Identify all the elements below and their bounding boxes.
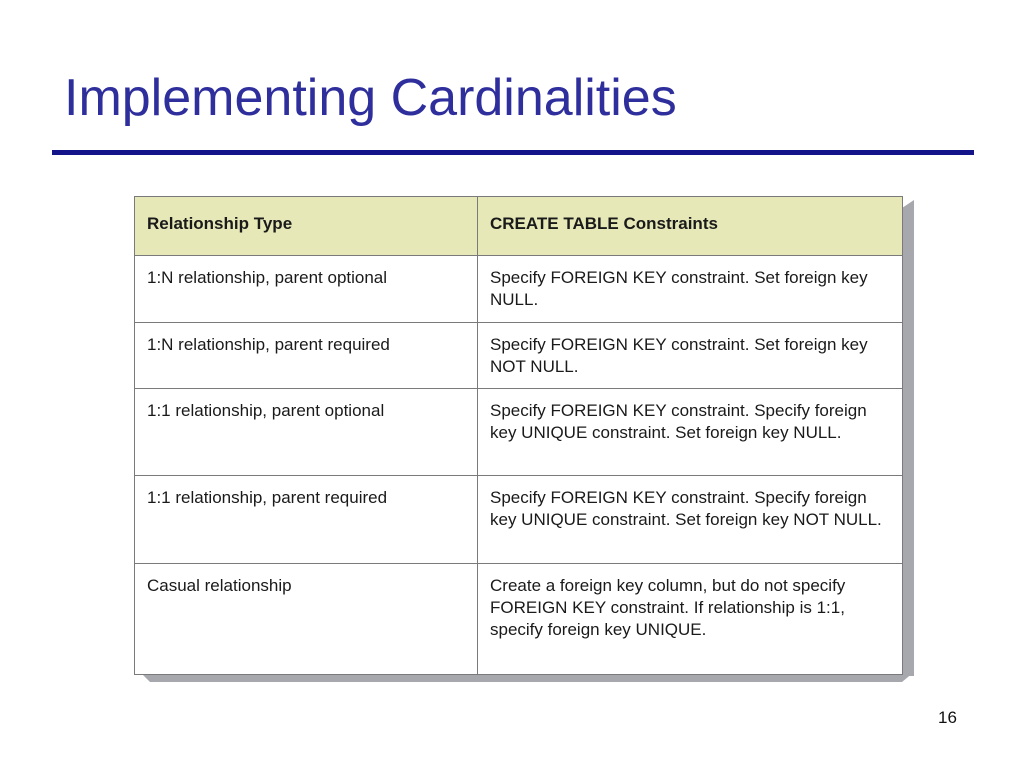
relationship-type-cell: 1:N relationship, parent optional <box>135 256 478 323</box>
table-row <box>135 256 903 323</box>
constraints-cell: Specify FOREIGN KEY constraint. Specify foreign key UNIQUE constraint. Set foreign key NOT NULL. <box>478 476 903 564</box>
relationship-type-cell: 1:1 relationship, parent required <box>135 476 478 564</box>
cardinality-table <box>134 196 903 675</box>
constraints-cell: Create a foreign key column, but do not specify FOREIGN KEY constraint. If relationship is 1:1, specify foreign key UNIQUE. <box>478 564 903 675</box>
table-shadow-right <box>902 200 914 676</box>
header-relationship-type: Relationship Type <box>135 197 478 256</box>
table-row <box>135 476 903 564</box>
title-divider <box>52 150 974 155</box>
table-row <box>135 389 903 476</box>
constraints-cell: Specify FOREIGN KEY constraint. Set foreign key NOT NULL. <box>478 323 903 389</box>
relationship-type-cell: 1:1 relationship, parent optional <box>135 389 478 476</box>
constraints-cell: Specify FOREIGN KEY constraint. Set foreign key NULL. <box>478 256 903 323</box>
table-row <box>135 323 903 389</box>
table-row <box>135 564 903 675</box>
table-header-row <box>135 197 903 256</box>
slide-title: Implementing Cardinalities <box>64 69 677 127</box>
page-number: 16 <box>938 708 957 727</box>
header-create-table-constraints: CREATE TABLE Constraints <box>478 197 903 256</box>
constraints-cell: Specify FOREIGN KEY constraint. Specify foreign key UNIQUE constraint. Set foreign key NULL. <box>478 389 903 476</box>
relationship-type-cell: Casual relationship <box>135 564 478 675</box>
cardinality-table-figure <box>134 196 914 684</box>
relationship-type-cell: 1:N relationship, parent required <box>135 323 478 389</box>
